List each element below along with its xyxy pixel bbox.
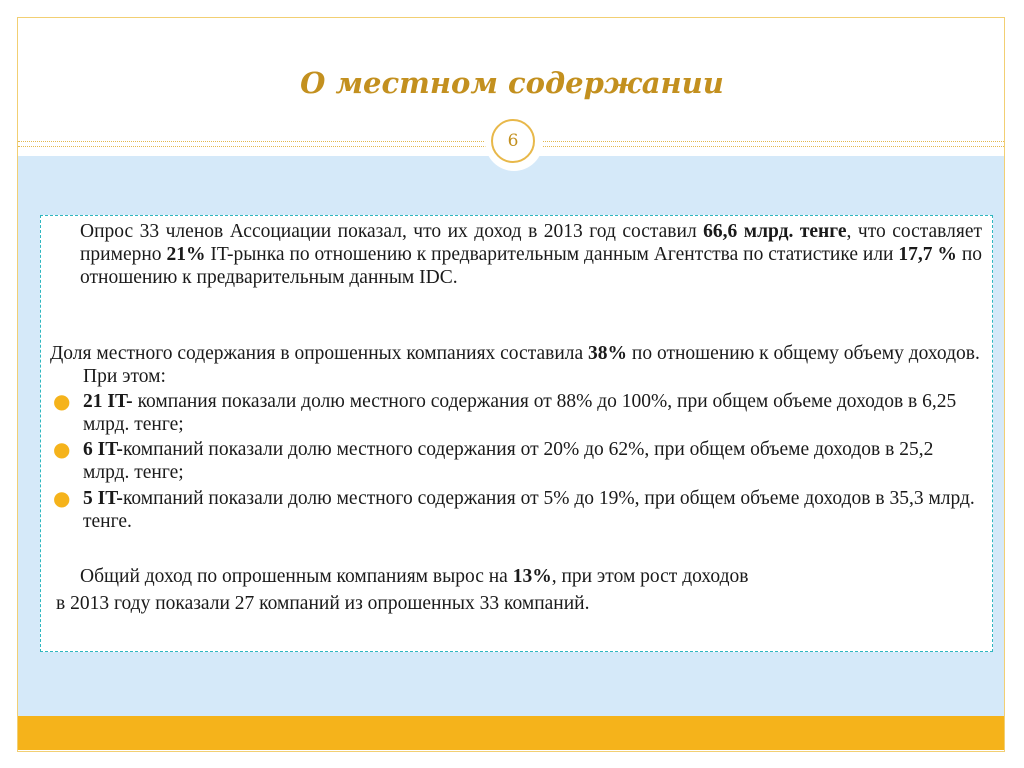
text-run: Доля местного содержания в опрошенных компаниях составила — [50, 343, 589, 364]
list-item-text: компаний показали долю местного содержания от 20% до 62%, при общем объеме доходов в 25,2 млрд. тенге; — [83, 439, 934, 483]
list-item — [50, 390, 980, 436]
text-run: Общий доход по опрошенным компаниям вырос на — [80, 566, 513, 587]
bold-label: 21 IT- — [83, 391, 133, 412]
bold-figure: 21% — [166, 244, 206, 265]
page-number: 6 — [507, 131, 519, 151]
paragraph-revenue-growth-cont: в 2013 году показали 27 компаний из опрошенных 33 компаний. — [56, 593, 590, 614]
paragraph-revenue-growth — [80, 565, 990, 588]
bold-figure: 66,6 млрд. тенге — [703, 221, 847, 242]
bold-label: 6 IT- — [83, 439, 123, 460]
bullet-dot-icon: ● — [53, 486, 71, 510]
bold-figure: 13% — [512, 566, 552, 587]
paragraph-local-content-share — [50, 342, 1013, 388]
bold-figure: 17,7 % — [898, 244, 957, 265]
list-item — [50, 438, 980, 484]
text-run: , при этом рост доходов — [551, 566, 749, 587]
paragraph-survey — [80, 220, 982, 289]
bullet-dot-icon: ● — [53, 437, 71, 461]
text-run: по отношению к предварительным данным IDC. — [80, 244, 983, 288]
list-item-text: компания показали долю местного содержания от 88% до 100%, при общем объеме доходов в 6,25 млрд. тенге; — [83, 391, 957, 435]
list-item-text: компаний показали долю местного содержания от 5% до 19%, при общем объеме доходов в 35,3 млрд. тенге. — [83, 488, 975, 532]
slide-title: О местном содержании — [300, 66, 724, 100]
list-item — [50, 487, 980, 533]
bold-figure: 38% — [588, 343, 628, 364]
text-run: Опрос 33 членов Ассоциации показал, что их доход в 2013 год составил — [80, 221, 704, 242]
text-run: IT-рынка по отношению к предварительным данным Агентства по статистике или — [205, 244, 899, 265]
bullet-dot-icon: ● — [53, 389, 71, 413]
bottom-accent-bar — [18, 716, 1004, 750]
text-run: по отношению к общему объему доходов. При этом: — [83, 343, 980, 387]
bold-label: 5 IT- — [83, 488, 123, 509]
page-number-badge — [491, 119, 535, 163]
text-run: , что составляет примерно — [80, 221, 982, 265]
